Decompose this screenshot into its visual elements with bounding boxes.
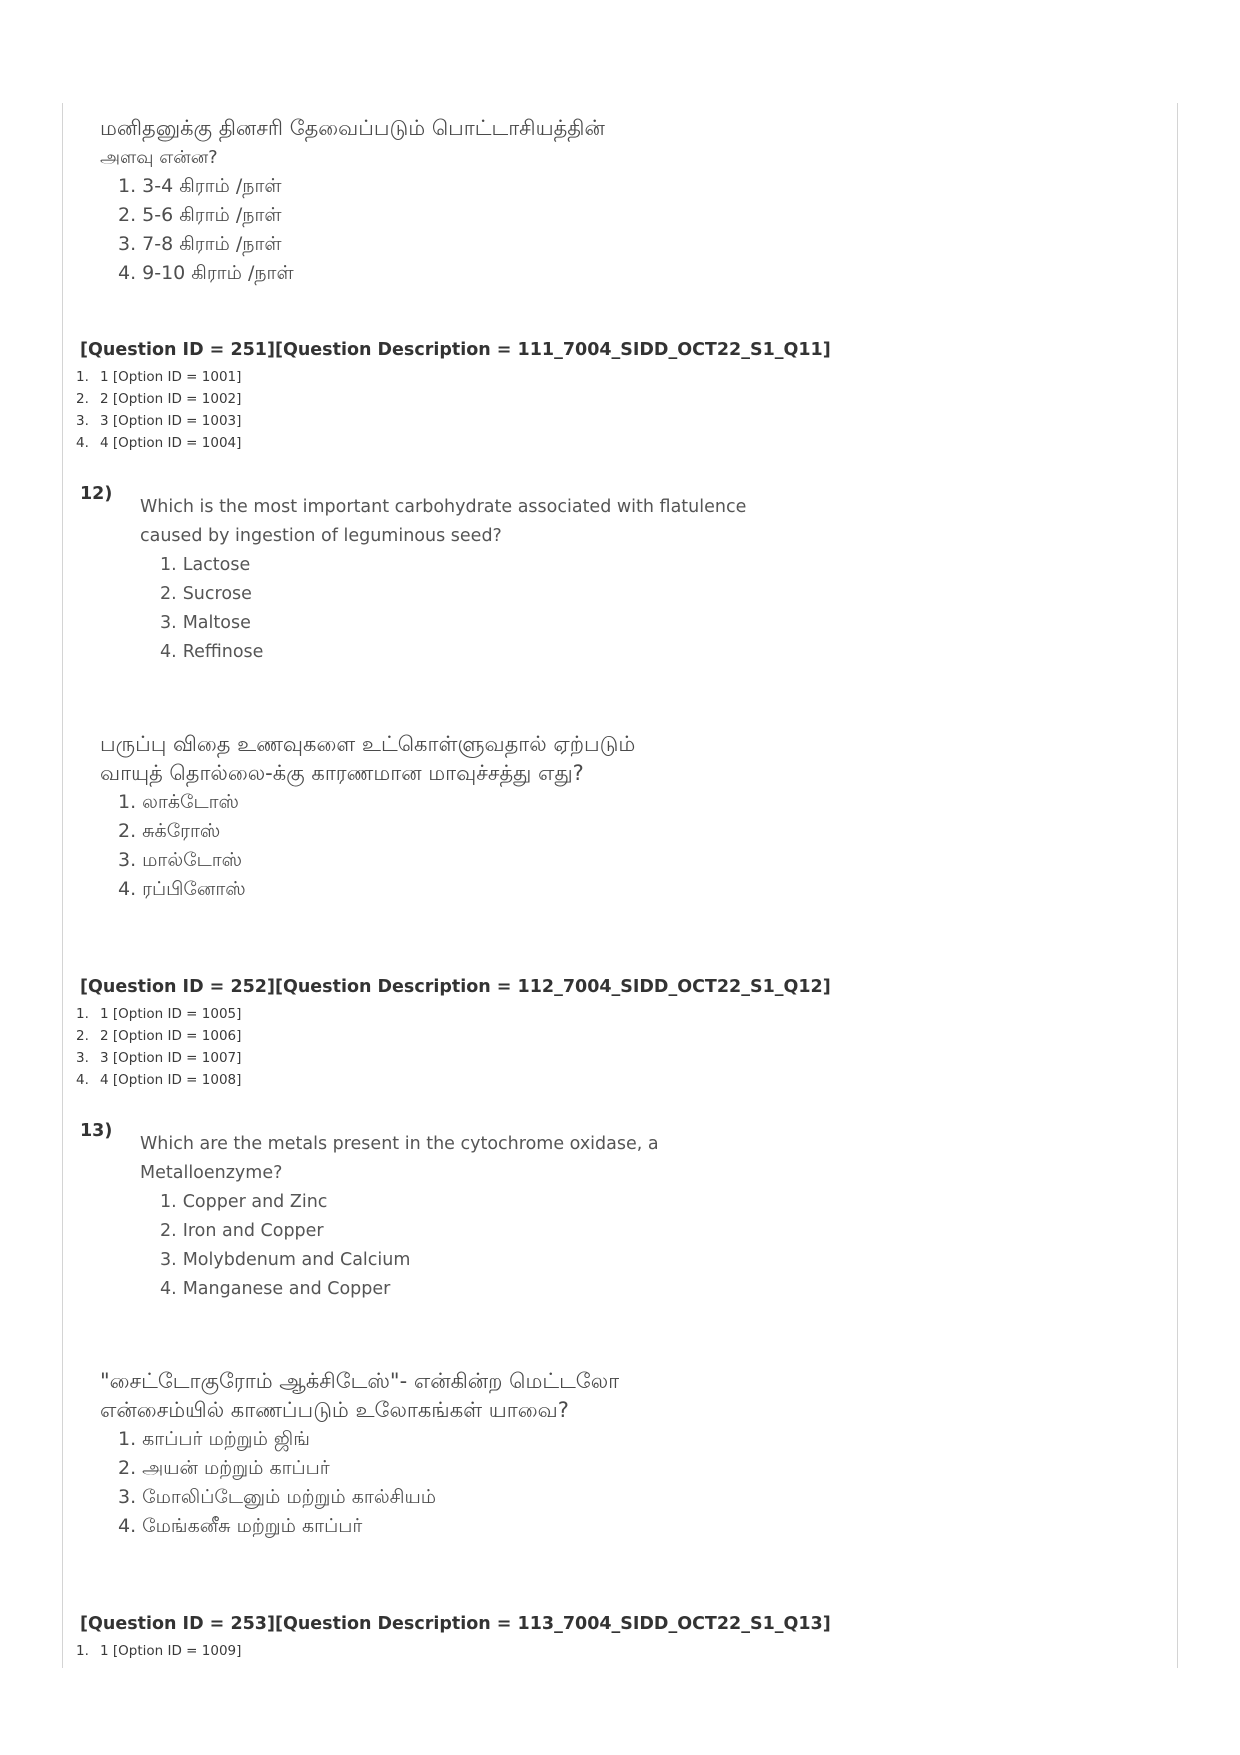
q12-tamil-question: [100, 730, 635, 788]
option-item: 3. மோலிப்டேனும் மற்றும் கால்சியம்: [118, 1486, 437, 1508]
option-item: 3. Maltose: [160, 613, 251, 633]
q12-english-question: [140, 493, 746, 551]
option-id-list: [76, 366, 241, 454]
option-id-item: 3. 3 [Option ID = 1003]: [76, 413, 242, 429]
option-item: 1. Lactose: [160, 555, 251, 575]
question-line: வாயுத் தொல்லை-க்கு காரணமான மாவுச்சத்து எது?: [100, 761, 584, 785]
option-item: 4. ரப்பினோஸ்: [118, 878, 246, 900]
option-item: 4. Manganese and Copper: [160, 1279, 391, 1299]
page-frame-right-border: [1177, 103, 1178, 1668]
question-number: 13): [80, 1121, 113, 1141]
q12-tamil-options: [118, 788, 246, 904]
q13-english-options: [160, 1188, 410, 1304]
option-id-item: 4. 4 [Option ID = 1008]: [76, 1072, 242, 1088]
q13-tamil-question: [100, 1367, 619, 1425]
question-id-header: [Question ID = 253][Question Description = 113_7004_SIDD_OCT22_S1_Q13]: [80, 1614, 831, 1634]
question-id-header: [Question ID = 251][Question Description = 111_7004_SIDD_OCT22_S1_Q11]: [80, 340, 831, 360]
option-id-list: [76, 1640, 241, 1662]
q13-english-question: [140, 1130, 659, 1188]
option-item: 2. 5-6 கிராம் /நாள்: [118, 204, 282, 226]
option-item: 4. மேங்கனீசு மற்றும் காப்பர்: [118, 1515, 363, 1537]
question-line: caused by ingestion of leguminous seed?: [140, 526, 502, 546]
option-item: 3. 7-8 கிராம் /நாள்: [118, 233, 282, 255]
question-line: அளவு என்ன?: [100, 147, 218, 168]
question-line: "சைட்டோகுரோம் ஆக்சிடேஸ்"- என்கின்ற மெட்டலோ: [100, 1369, 620, 1393]
option-item: 1. காப்பர் மற்றும் ஜிங்: [118, 1428, 310, 1450]
option-id-item: 3. 3 [Option ID = 1007]: [76, 1050, 242, 1066]
question-line: Which is the most important carbohydrate associated with flatulence: [140, 497, 747, 517]
page-frame-left-border: [62, 103, 63, 1668]
question-line: Which are the metals present in the cytochrome oxidase, a: [140, 1134, 659, 1154]
option-item: 2. Iron and Copper: [160, 1221, 324, 1241]
option-item: 1. Copper and Zinc: [160, 1192, 328, 1212]
q13-tamil-options: [118, 1425, 436, 1541]
option-id-item: 1. 1 [Option ID = 1001]: [76, 369, 242, 385]
option-item: 4. Reffinose: [160, 642, 264, 662]
option-item: 1. லாக்டோஸ்: [118, 791, 239, 813]
option-id-item: 4. 4 [Option ID = 1004]: [76, 435, 242, 451]
question-line: என்சைம்யில் காணப்படும் உலோகங்கள் யாவை?: [100, 1398, 569, 1422]
q11-tamil-options: [118, 172, 294, 288]
question-line: Metalloenzyme?: [140, 1163, 283, 1183]
question-line: பருப்பு விதை உணவுகளை உட்கொள்ளுவதால் ஏற்படும்: [100, 732, 636, 756]
question-line: மனிதனுக்கு தினசரி தேவைப்படும் பொட்டாசியத்தின்: [100, 116, 605, 140]
option-id-item: 1. 1 [Option ID = 1009]: [76, 1643, 242, 1659]
option-id-list: [76, 1003, 241, 1091]
option-item: 3. Molybdenum and Calcium: [160, 1250, 411, 1270]
option-item: 1. 3-4 கிராம் /நாள்: [118, 175, 282, 197]
option-item: 2. அயன் மற்றும் காப்பர்: [118, 1457, 330, 1479]
option-item: 2. சுக்ரோஸ்: [118, 820, 221, 842]
question-number: 12): [80, 484, 113, 504]
question-id-header: [Question ID = 252][Question Description = 112_7004_SIDD_OCT22_S1_Q12]: [80, 977, 831, 997]
q11-tamil-question: [100, 114, 605, 172]
option-id-item: 1. 1 [Option ID = 1005]: [76, 1006, 242, 1022]
q12-english-options: [160, 551, 263, 667]
option-item: 3. மால்டோஸ்: [118, 849, 243, 871]
option-id-item: 2. 2 [Option ID = 1006]: [76, 1028, 242, 1044]
option-item: 4. 9-10 கிராம் /நாள்: [118, 262, 294, 284]
option-item: 2. Sucrose: [160, 584, 252, 604]
option-id-item: 2. 2 [Option ID = 1002]: [76, 391, 242, 407]
